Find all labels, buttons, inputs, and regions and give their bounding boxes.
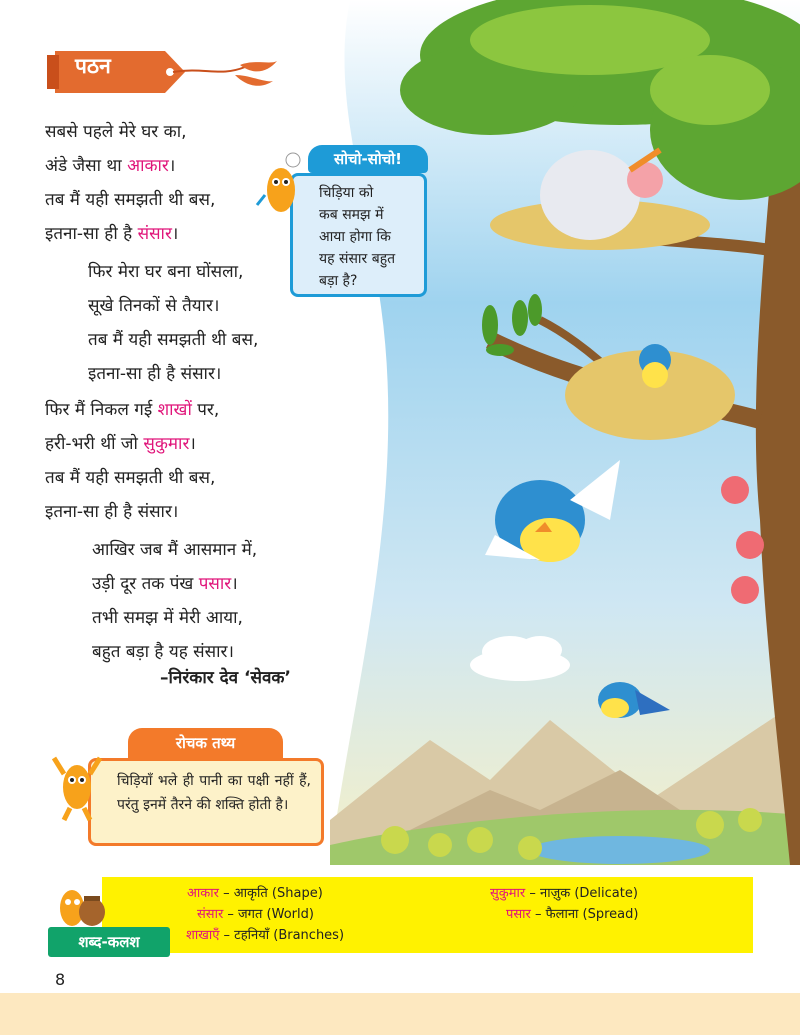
glossary-item: शाखाएँ – टहनियाँ (Branches) [186, 928, 345, 943]
mascot-thinking-icon [255, 150, 303, 220]
glossary-item: पसार – फैलाना (Spread) [506, 907, 639, 922]
poem-line: तब मैं यही समझती थी बस, [45, 190, 216, 210]
footer-band [0, 993, 800, 1035]
poem-line: हरी-भरी थीं जो सुकुमार। [45, 434, 196, 454]
poem-line: सबसे पहले मेरे घर का, [45, 122, 187, 142]
highlighted-word: शाखों [157, 400, 192, 420]
poem-line: इतना-सा ही है संसार। [88, 364, 222, 384]
poem-line: तब मैं यही समझती थी बस, [88, 330, 259, 350]
glossary-panel [102, 877, 753, 953]
think-line: आया होगा कि [319, 229, 391, 245]
poem-line: फिर मैं निकल गई शाखों पर, [45, 400, 220, 420]
poem-line: बहुत बड़ा है यह संसार। [92, 642, 234, 662]
fact-box-body: चिड़ियाँ भले ही पानी का पक्षी नहीं हैं, परंतु इनमें तैरने की शक्ति होती है। [88, 758, 324, 846]
poem-stanza-3 [45, 393, 219, 529]
think-box [290, 145, 433, 300]
poem-line: अंडे जैसा था आकार। [45, 156, 176, 176]
think-line: बड़ा है? [319, 273, 358, 289]
fact-box [88, 728, 324, 848]
poem-line: आखिर जब मैं आसमान में, [92, 540, 258, 560]
fact-box-title: रोचक तथ्य [128, 728, 283, 758]
glossary-item: सुकुमार – नाज़ुक (Delicate) [490, 886, 638, 901]
glossary-item: संसार – जगत (World) [197, 907, 314, 922]
poem-line: इतना-सा ही है संसार। [45, 502, 179, 522]
poem-line: सूखे तिनकों से तैयार। [88, 296, 220, 316]
poem-line: तभी समझ में मेरी आया, [92, 608, 243, 628]
page-number: 8 [55, 970, 66, 989]
highlighted-word: पसार [198, 574, 232, 594]
think-line: कब समझ में [319, 207, 384, 223]
tree-birds-illustration [290, 0, 800, 865]
glossary-label: शब्द-कलश [48, 927, 170, 957]
poem-line: तब मैं यही समझती थी बस, [45, 468, 216, 488]
poem-author: –निरंकार देव ‘सेवक’ [160, 668, 291, 688]
glossary-item: आकार – आकृति (Shape) [187, 886, 323, 901]
poem-stanza-4 [92, 533, 257, 669]
highlighted-word: संसार [137, 224, 172, 244]
mascot-pot-icon [50, 880, 108, 930]
poem-line: उड़ी दूर तक पंख पसार। [92, 574, 238, 594]
poem-stanza-1 [45, 115, 215, 251]
poem-stanza-2 [88, 255, 258, 391]
section-title: पठन [75, 54, 111, 78]
poem-line: इतना-सा ही है संसार। [45, 224, 179, 244]
highlighted-word: सुकुमार [143, 434, 190, 454]
poem-line: फिर मेरा घर बना घोंसला, [88, 262, 244, 282]
highlighted-word: आकार [127, 156, 169, 176]
think-line: चिड़िया को [319, 185, 374, 201]
mascot-cheering-icon [52, 742, 102, 822]
think-box-title: सोचो-सोचो! [308, 145, 428, 173]
think-box-body [290, 173, 427, 297]
think-line: यह संसार बहुत [319, 251, 396, 267]
